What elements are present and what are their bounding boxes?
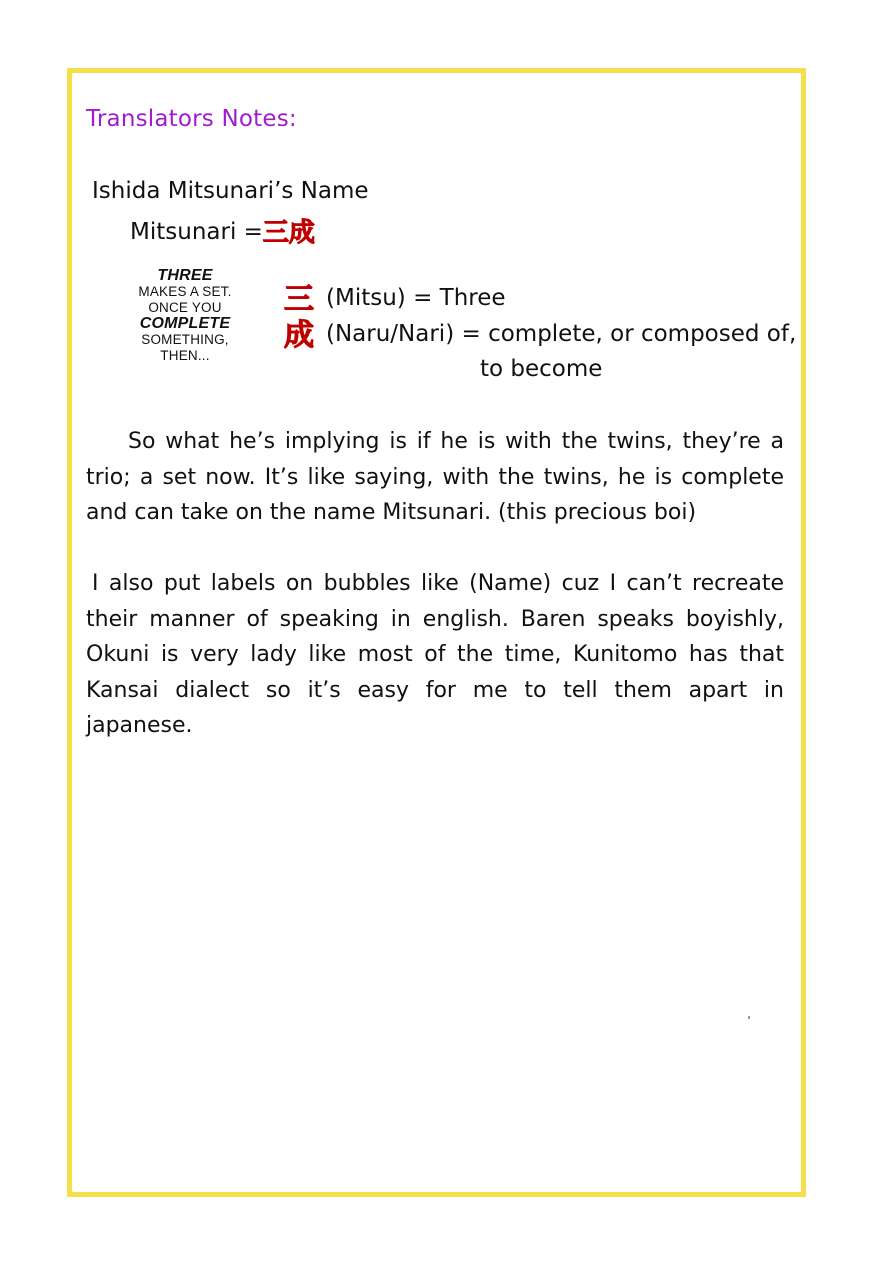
- notes-title: Translators Notes:: [86, 106, 297, 132]
- name-heading: Ishida Mitsunari’s Name: [92, 178, 369, 204]
- bubble-line: THEN...: [160, 348, 210, 363]
- bubble-line: THREE: [157, 267, 213, 284]
- labels-paragraph: I also put labels on bubbles like (Name) cuz I can’t recreate their manner of speaking in english. Baren speaks boyishly, Okuni is very lady like most of the time, Kunitomo has that Kansai dialect so it’s easy for me to tell them apart in japanese.: [86, 571, 784, 738]
- bubble-line: ONCE YOU: [148, 300, 222, 315]
- equation-label: Mitsunari =: [130, 219, 263, 245]
- bubble-line: COMPLETE: [139, 315, 231, 332]
- bubble-line: SOMETHING,: [141, 332, 229, 347]
- bubble-line: MAKES A SET.: [138, 284, 232, 299]
- glossary-kanji-naru: 成: [284, 318, 314, 353]
- speech-bubble-quote: [112, 268, 258, 364]
- glossary-meaning-naru: (Naru/Nari) = complete, or composed of,: [326, 321, 797, 347]
- glossary-kanji-mitsu: 三: [284, 282, 314, 317]
- explanation-paragraph: So what he’s implying is if he is with the twins, they’re a trio; a set now. It’s like saying, with the twins, he is complete and can take on the name Mitsunari. (this precious boi): [86, 429, 784, 525]
- glossary-meaning-mitsu: (Mitsu) = Three: [326, 285, 506, 311]
- glossary-meaning-naru-continuation: to become: [480, 356, 603, 382]
- name-equation: [130, 212, 315, 249]
- scan-speck: [748, 1016, 750, 1019]
- equation-kanji: 三成: [262, 218, 315, 248]
- glossary-kanji-column: [284, 282, 324, 354]
